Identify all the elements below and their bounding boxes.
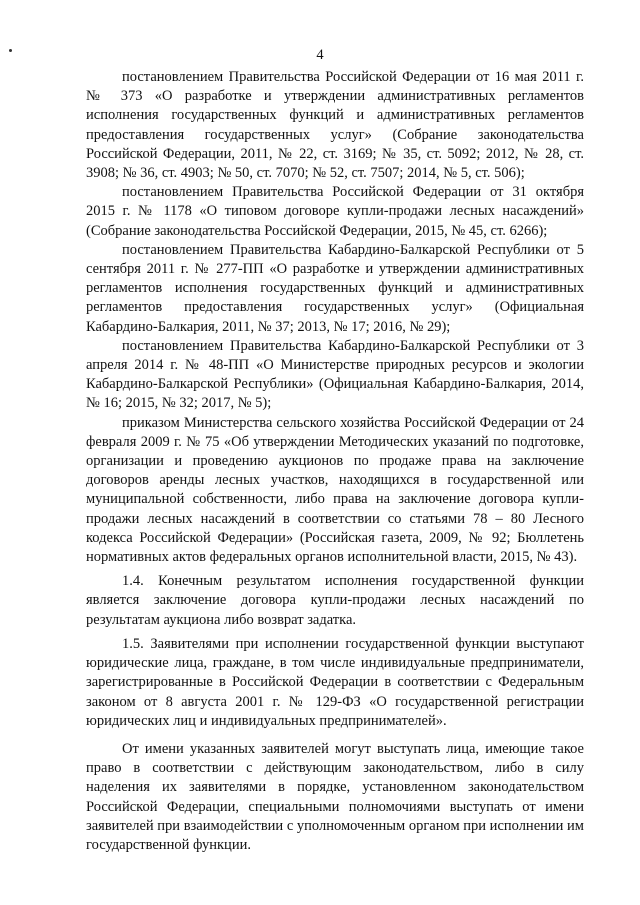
paragraph-resolution-48-pp: постановлением Правительства Кабардино-Балкарской Республики от 3 апреля 2014 г. № 48-ПП «О Министерстве природных ресурсов и экологии Кабардино-Балкарской Республики» (Официальная Кабардино-Балкария, 2014, № 16; 2015, № 32; 2017, № 5); [86,337,584,412]
document-body [86,68,584,855]
page-number: 4 [316,47,324,63]
paragraph-representatives: От имени указанных заявителей могут выступать лица, имеющие такое право в соответствии с действующим законодательством, либо в силу наделения их заявителями в порядке, установленном законодательством Российской Федерации, специальными полномочиями выступать от имени заявителей при взаимодействии с уполномоченным органом при исполнении им государственной функции. [86,740,584,853]
paragraph-section-1-5: 1.5. Заявителями при исполнении государственной функции выступают юридические лица, граждане, в том числе индивидуальные предприниматели, зарегистрированные в Российской Федерации в соответствии с Федеральным законом от 8 августа 2001 г. № 129-ФЗ «О государственной регистрации юридических лиц и индивидуальных предпринимателей». [86,635,584,729]
paragraph-resolution-277-pp: постановлением Правительства Кабардино-Балкарской Республики от 5 сентября 2011 г. № 277-ПП «О разработке и утверждении административных регламентов исполнения государственных функций и административных регламентов предоставления государственных услуг» (Официальная Кабардино-Балкария, 2011, № 37; 2013, № 17; 2016, № 29); [86,241,584,335]
paragraph-section-1-4: 1.4. Конечным результатом исполнения государственной функции является заключение договора купли-продажи лесных насаждений по результатам аукциона либо возврат задатка. [86,573,584,628]
paragraph-resolution-373: постановлением Правительства Российской Федерации от 16 мая 2011 г. № 373 «О разработке и утверждении административных регламентов исполнения государственных функций и административных регламентов предоставления государственных услуг» (Собрание законодательства Российской Федерации, 2011, № 22, ст. 3169; № 35, ст. 5092; 2012, № 28, ст. 3908; № 36, ст. 4903; № 50, ст. 7070; № 52, ст. 7507; 2014, № 5, ст. 506); [86,69,584,182]
paragraph-resolution-1178: постановлением Правительства Российской Федерации от 31 октября 2015 г. № 1178 «О типовом договоре купли-продажи лесных насаждений» (Собрание законодательства Российской Федерации, 2015, № 45, ст. 6266); [86,184,584,239]
paragraph-order-75: приказом Министерства сельского хозяйства Российской Федерации от 24 февраля 2009 г. № 75 «Об утверждении Методических указаний по подготовке, организации и проведению аукционов по продаже права на заключение договоров аренды лесных участков, находящихся в государственной или муниципальной собственности, либо права на заключение договора купли-продажи лесных насаждений в соответствии со статьями 78 – 80 Лесного кодекса Российской Федерации» (Российская газета, 2009, № 92; Бюллетень нормативных актов федеральных органов исполнительной власти, 2015, № 43). [86,414,584,566]
